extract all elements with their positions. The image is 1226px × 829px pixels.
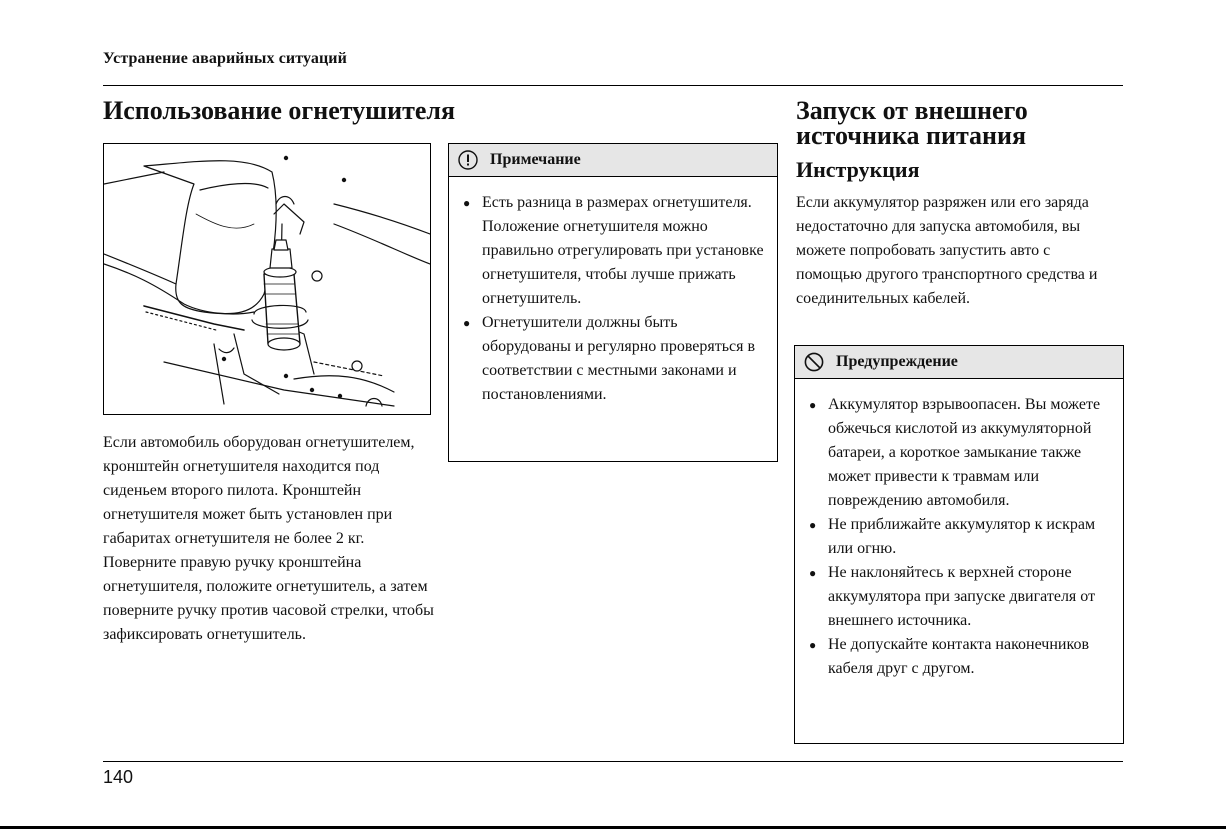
warning-list xyxy=(795,379,1123,681)
list-item: ● Есть разница в размерах огнетушителя. Положение огнетушителя можно правильно отрегулировать при установке огнетушителя, чтобы лучше прижать огнетушитель. xyxy=(463,191,767,311)
prohibition-icon xyxy=(804,352,824,372)
list-item: ● Не наклоняйтесь к верхней стороне аккумулятора при запуске двигателя от внешнего источника. xyxy=(809,561,1113,633)
exclamation-circle-icon xyxy=(458,150,478,170)
section-title-jump-start: Запуск от внешнего источника питания xyxy=(796,96,1028,150)
list-item: ● Огнетушители должны быть оборудованы и регулярно проверяться в соответствии с местными законами и постановлениями. xyxy=(463,311,767,407)
note-title: Примечание xyxy=(490,151,581,168)
list-item: ● Не приближайте аккумулятор к искрам или огню. xyxy=(809,513,1113,561)
footer-rule xyxy=(103,761,1123,762)
note-list xyxy=(449,177,777,407)
paragraph: Если автомобиль оборудован огнетушителем, кронштейн огнетушителя находится под сиденьем второго пилота. Кронштейн огнетушителя может быть установлен при габаритах огнетушителя не более 2 кг. xyxy=(103,434,415,547)
warning-title: Предупреждение xyxy=(836,353,958,370)
note-header xyxy=(449,144,777,177)
list-item: ● Не допускайте контакта наконечников кабеля друг с другом. xyxy=(809,633,1113,681)
jump-start-description: Если аккумулятор разряжен или его заряда недостаточно для запуска автомобиля, вы можете попробовать запустить авто с помощью другого транспортного средства и соединительных кабелей. xyxy=(796,194,1098,307)
note-box xyxy=(448,143,778,462)
warning-box xyxy=(794,345,1124,744)
section-title-extinguisher: Использование огнетушителя xyxy=(103,96,456,125)
running-header: Устранение аварийных ситуаций xyxy=(103,50,347,67)
list-item: ● Аккумулятор взрывоопасен. Вы можете обжечься кислотой из аккумуляторной батареи, а короткое замыкание также может привести к травмам или повреждению автомобиля. xyxy=(809,393,1113,513)
header-rule xyxy=(103,85,1123,86)
subsection-title: Инструкция xyxy=(796,157,920,182)
paragraph: Поверните правую ручку кронштейна огнетушителя, положите огнетушитель, а затем поверните ручку против часовой стрелки, чтобы зафиксировать огнетушитель. xyxy=(103,554,434,643)
extinguisher-illustration xyxy=(103,143,431,415)
warning-header xyxy=(795,346,1123,379)
extinguisher-description xyxy=(103,431,438,647)
page-number: 140 xyxy=(103,767,134,787)
